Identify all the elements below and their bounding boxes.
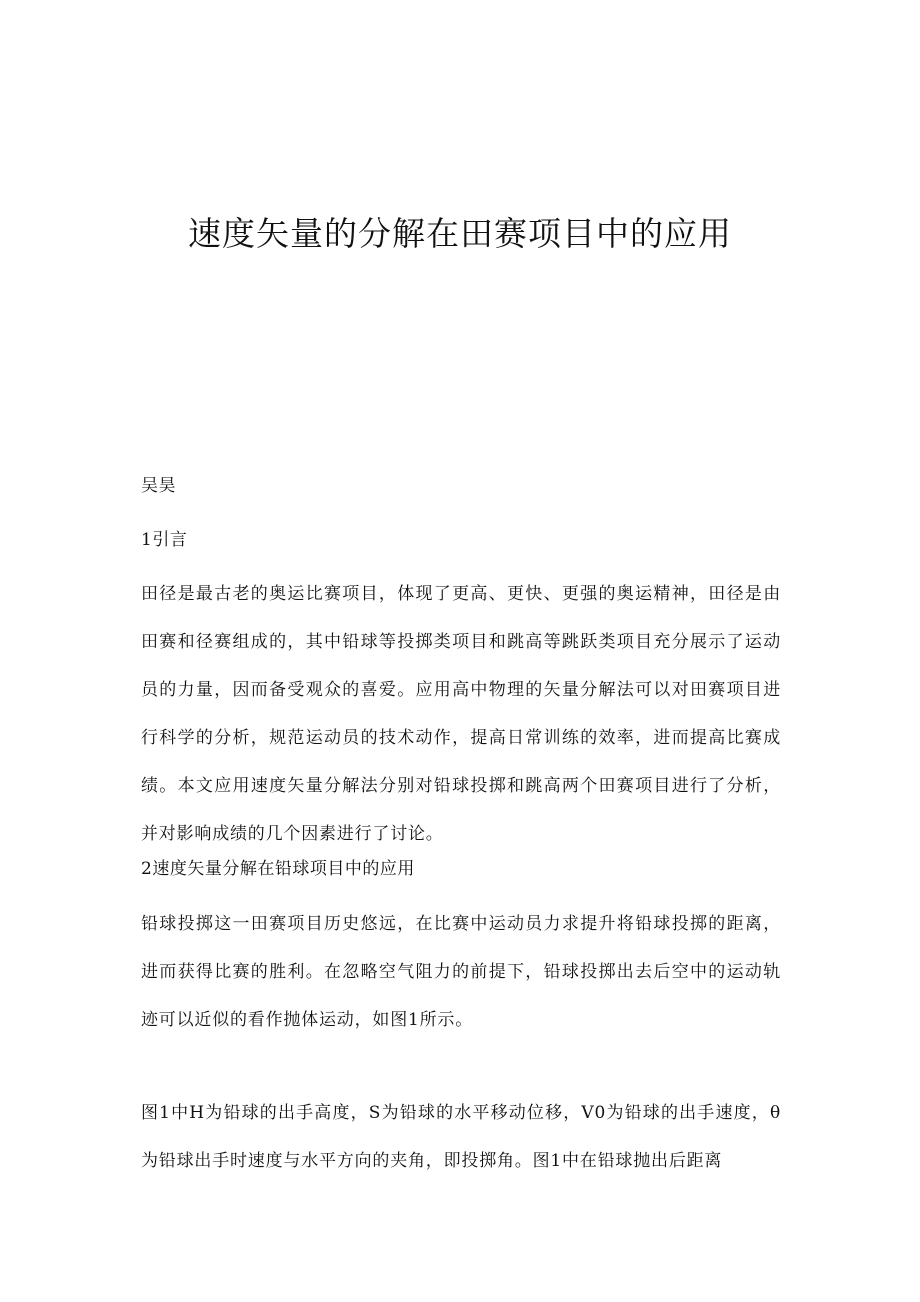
author-name: 吴昊 (141, 476, 176, 496)
paragraph-shot-put-intro: 铅球投掷这一田赛项目历史悠远，在比赛中运动员力求提升将铅球投掷的距离，进而获得比赛的胜利。在忽略空气阻力的前提下，铅球投掷出去后空中的运动轨迹可以近似的看作抛体运动，如图1所示。 (141, 914, 781, 1030)
paragraph-figure-1-description: 图1中H为铅球的出手高度，S为铅球的水平移动位移，V0为铅球的出手速度，θ为铅球出手时速度与水平方向的夹角，即投掷角。图1中在铅球抛出后距离 (141, 1103, 781, 1171)
section-heading-introduction: 1引言 (141, 530, 188, 550)
section-heading-shot-put: 2速度矢量分解在铅球项目中的应用 (141, 859, 415, 879)
paragraph-introduction: 田径是最古老的奥运比赛项目，体现了更高、更快、更强的奥运精神，田径是由田赛和径赛组成的，其中铅球等投掷类项目和跳高等跳跃类项目充分展示了运动员的力量，因而备受观众的喜爱。应用高中物理的矢量分解法可以对田赛项目进行科学的分析，规范运动员的技术动作，提高日常训练的效率，进而提高比赛成绩。本文应用速度矢量分解法分别对铅球投掷和跳高两个田赛项目进行了分析，并对影响成绩的几个因素进行了讨论。 (141, 584, 781, 844)
document-title: 速度矢量的分解在田赛项目中的应用 (188, 214, 732, 253)
